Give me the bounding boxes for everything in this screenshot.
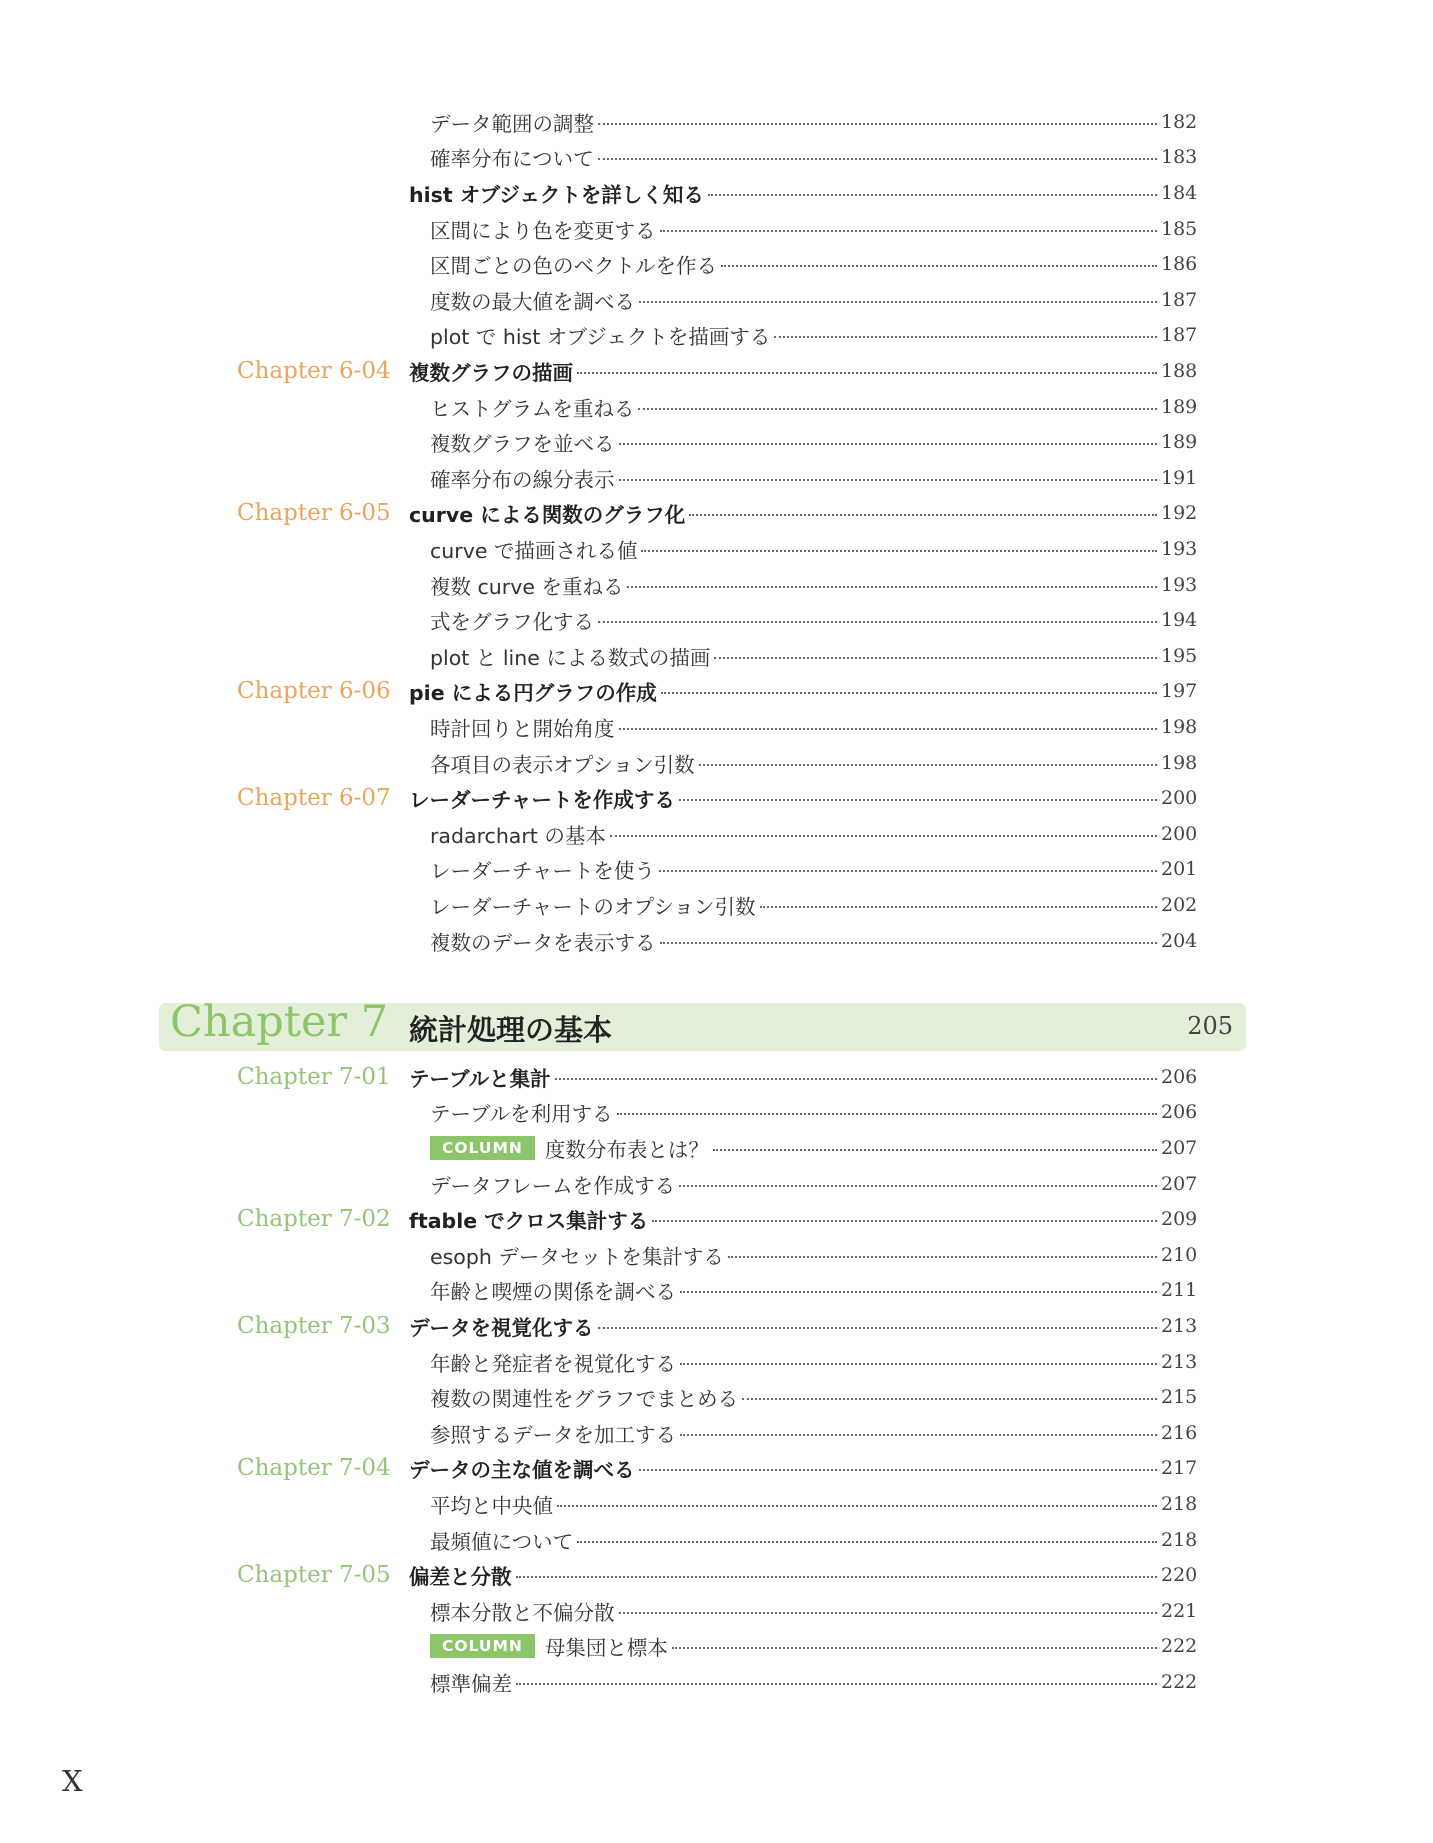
page-number: 184 — [1161, 181, 1198, 204]
page-number: 206 — [1161, 1065, 1198, 1088]
entry-title: hist オブジェクトを詳しく知る — [409, 182, 704, 207]
dot-leader — [641, 550, 1157, 552]
page-number: 213 — [1161, 1314, 1198, 1337]
entry-title: レーダーチャートを使う — [430, 859, 655, 884]
column-badge: COLUMN — [430, 1136, 535, 1160]
dot-leader — [610, 835, 1157, 837]
toc-subsection-row — [0, 709, 1433, 745]
toc-subsection-row — [0, 104, 1433, 140]
toc-entry — [409, 1560, 1197, 1590]
page-number: 193 — [1161, 573, 1198, 596]
page-number: 200 — [1161, 822, 1198, 845]
toc-subsection-row — [0, 246, 1433, 282]
toc-entry — [430, 1489, 1197, 1519]
toc-entry — [430, 1347, 1197, 1377]
page-number: 192 — [1161, 502, 1198, 525]
entry-title: plot と line による数式の描画 — [430, 645, 711, 670]
entry-title: plot で hist オブジェクトを描画する — [430, 325, 771, 350]
toc-subsection-row — [0, 1522, 1433, 1558]
page-number: 222 — [1161, 1635, 1198, 1658]
entry-title: テーブルを利用する — [430, 1102, 613, 1127]
toc-section-row — [0, 1451, 1433, 1487]
entry-title: 年齢と喫煙の関係を調べる — [430, 1280, 676, 1305]
entry-title: 式をグラフ化する — [430, 610, 594, 635]
entry-title: 標準偏差 — [430, 1671, 512, 1696]
toc-subsection-row — [0, 1273, 1433, 1309]
entry-title: 平均と中央値 — [430, 1493, 553, 1518]
chapter-number: Chapter 7-01 — [237, 1063, 391, 1090]
chapter-number: Chapter 6-06 — [237, 678, 391, 705]
dot-leader — [699, 764, 1157, 766]
dot-leader — [555, 1078, 1157, 1080]
page-number: 221 — [1161, 1599, 1198, 1622]
toc-entry — [430, 641, 1197, 671]
dot-leader — [708, 194, 1157, 196]
page-number: 193 — [1161, 537, 1198, 560]
dot-leader — [598, 621, 1157, 623]
toc-subsection-row — [0, 1166, 1433, 1202]
toc-entry — [430, 890, 1197, 920]
dot-leader — [577, 1541, 1157, 1543]
page-number: 204 — [1161, 929, 1198, 952]
column-badge: COLUMN — [430, 1634, 535, 1658]
toc-entry — [409, 1204, 1197, 1234]
dot-leader — [742, 1398, 1157, 1400]
page-number: 218 — [1161, 1492, 1198, 1515]
page-number: 209 — [1161, 1208, 1198, 1231]
dot-leader — [639, 301, 1157, 303]
dot-leader — [598, 123, 1157, 125]
toc-subsection-row — [0, 424, 1433, 460]
dot-leader — [577, 372, 1157, 374]
toc-entry — [430, 1631, 1197, 1661]
page-number: 213 — [1161, 1350, 1198, 1373]
dot-leader — [721, 265, 1157, 267]
dot-leader — [557, 1505, 1157, 1507]
toc-entry — [430, 1133, 1197, 1163]
chapter-number: Chapter 7-04 — [237, 1455, 391, 1482]
dot-leader — [516, 1683, 1157, 1685]
dot-leader — [689, 514, 1157, 516]
toc-subsection-row — [0, 852, 1433, 888]
entry-title: 複数グラフを並べる — [430, 432, 615, 457]
chapter-number: Chapter 7-03 — [237, 1312, 391, 1339]
toc-entry — [430, 1275, 1197, 1305]
toc-entry — [430, 1097, 1197, 1127]
toc-entry — [430, 249, 1197, 279]
toc-subsection-row — [0, 460, 1433, 496]
page-number: 211 — [1161, 1279, 1198, 1302]
chapter-7-label: Chapter 7 — [170, 997, 389, 1047]
entry-title: 年齢と発症者を視覚化する — [430, 1351, 676, 1376]
entry-title: radarchart の基本 — [430, 823, 606, 848]
chapter-number: Chapter 6-04 — [237, 357, 391, 384]
toc-entry — [409, 1062, 1197, 1092]
toc-entry — [430, 819, 1197, 849]
entry-title: データを視覚化する — [409, 1315, 594, 1340]
toc-subsection-row — [0, 389, 1433, 425]
dot-leader — [680, 1291, 1157, 1293]
toc-subsection-row — [0, 1629, 1433, 1665]
toc-subsection-row — [0, 211, 1433, 247]
toc-entry — [430, 926, 1197, 956]
dot-leader — [659, 870, 1157, 872]
toc-section-row — [0, 1059, 1433, 1095]
page-number: 217 — [1161, 1457, 1198, 1480]
page-number: 222 — [1161, 1670, 1198, 1693]
toc-subsection-row — [0, 1344, 1433, 1380]
toc-entry — [430, 285, 1197, 315]
page-number: 206 — [1161, 1101, 1198, 1124]
chapter-number: Chapter 7-02 — [237, 1206, 391, 1233]
toc-subsection-row — [0, 282, 1433, 318]
page-folio: X — [62, 1764, 83, 1798]
page-number: 210 — [1161, 1243, 1198, 1266]
dot-leader — [679, 1185, 1157, 1187]
entry-title: pie による円グラフの作成 — [409, 681, 657, 706]
page-number: 202 — [1161, 893, 1198, 916]
dot-leader — [774, 336, 1157, 338]
dot-leader — [639, 1469, 1158, 1471]
dot-leader — [679, 799, 1157, 801]
toc-subsection-row — [0, 745, 1433, 781]
page-number: 198 — [1161, 715, 1198, 738]
entry-title: 複数 curve を重ねる — [430, 574, 624, 599]
page-number: 218 — [1161, 1528, 1198, 1551]
toc-entry — [409, 356, 1197, 386]
toc-subsection-row — [0, 1486, 1433, 1522]
entry-title: 複数の関連性をグラフでまとめる — [430, 1387, 739, 1412]
dot-leader — [619, 479, 1158, 481]
entry-title: 確率分布について — [430, 147, 594, 172]
toc-section-row — [0, 496, 1433, 532]
dot-leader — [728, 1256, 1157, 1258]
toc-entry — [430, 392, 1197, 422]
toc-subsection-row — [0, 1593, 1433, 1629]
page-number: 200 — [1161, 787, 1198, 810]
toc-subsection-row — [0, 638, 1433, 674]
chapter-number: Chapter 7-05 — [237, 1562, 391, 1589]
dot-leader — [598, 1327, 1158, 1329]
page-number: 197 — [1161, 680, 1198, 703]
toc-entry — [409, 783, 1197, 813]
entry-title: ftable でクロス集計する — [409, 1209, 649, 1234]
entry-title: レーダーチャートを作成する — [409, 788, 675, 813]
toc-subsection-row — [0, 1130, 1433, 1166]
toc-section-row — [0, 1201, 1433, 1237]
dot-leader — [619, 728, 1158, 730]
page-number: 185 — [1161, 217, 1198, 240]
entry-title: 区間ごとの色のベクトルを作る — [430, 254, 717, 279]
chapter-7-title: 統計処理の基本 — [409, 1013, 613, 1047]
entry-title: 度数分布表とは？ — [544, 1137, 709, 1162]
toc-entry — [430, 1525, 1197, 1555]
toc-subsection-row — [0, 567, 1433, 603]
entry-title: 区間により色を変更する — [430, 218, 656, 243]
dot-leader — [661, 692, 1157, 694]
toc-entry — [430, 427, 1197, 457]
toc-section-row — [0, 780, 1433, 816]
toc-entry — [409, 676, 1197, 706]
toc-entry — [430, 1596, 1197, 1626]
toc-entry — [430, 1667, 1197, 1697]
entry-title: データフレームを作成する — [430, 1173, 676, 1198]
toc-entry — [430, 570, 1197, 600]
entry-title: curve で描画される値 — [430, 538, 638, 563]
dot-leader — [617, 1113, 1157, 1115]
toc-section-row — [0, 353, 1433, 389]
entry-title: 複数のデータを表示する — [430, 930, 656, 955]
toc-entry — [430, 534, 1197, 564]
toc-subsection-row — [0, 531, 1433, 567]
dot-leader — [516, 1576, 1158, 1578]
toc-entry — [409, 1311, 1197, 1341]
toc-subsection-row — [0, 1664, 1433, 1700]
toc-entry — [430, 214, 1197, 244]
entry-title: データの主な値を調べる — [409, 1458, 635, 1483]
toc-subsection-row — [0, 318, 1433, 354]
dot-leader — [627, 586, 1157, 588]
page-number: 220 — [1161, 1564, 1198, 1587]
toc-entry — [409, 1453, 1197, 1483]
toc-entry — [430, 1240, 1197, 1270]
entry-title: esoph データセットを集計する — [430, 1244, 724, 1269]
page-number: 189 — [1161, 395, 1198, 418]
page-number: 191 — [1161, 466, 1198, 489]
entry-title: レーダーチャートのオプション引数 — [430, 894, 756, 919]
toc-entry — [430, 142, 1197, 172]
toc-section-row — [0, 674, 1433, 710]
dot-leader — [714, 657, 1157, 659]
entry-title: ヒストグラムを重ねる — [430, 396, 635, 421]
page-number: 189 — [1161, 431, 1198, 454]
entry-title: 度数の最大値を調べる — [430, 289, 635, 314]
dot-leader — [619, 1612, 1158, 1614]
dot-leader — [652, 1220, 1157, 1222]
toc-subsection-row — [0, 140, 1433, 176]
toc-entry — [430, 712, 1197, 742]
entry-title: 標本分散と不偏分散 — [430, 1600, 615, 1625]
page-number: 186 — [1161, 253, 1198, 276]
dot-leader — [660, 942, 1158, 944]
entry-title: データ範囲の調整 — [430, 111, 594, 136]
toc-subsection-row — [0, 1415, 1433, 1451]
entry-title: 時計回りと開始角度 — [430, 716, 615, 741]
toc-subsection-row — [0, 816, 1433, 852]
toc-entry — [430, 1418, 1197, 1448]
toc-entry — [430, 107, 1197, 137]
entry-title: 最頻値について — [430, 1529, 574, 1554]
page-number: 207 — [1161, 1172, 1198, 1195]
dot-leader — [660, 230, 1158, 232]
dot-leader — [638, 408, 1157, 410]
toc-entry — [409, 498, 1197, 528]
dot-leader — [619, 443, 1158, 445]
page-number: 198 — [1161, 751, 1198, 774]
dot-leader — [760, 906, 1157, 908]
toc-entry — [409, 178, 1197, 208]
page-number: 183 — [1161, 146, 1198, 169]
page-number: 182 — [1161, 110, 1198, 133]
toc-entry — [430, 1169, 1197, 1199]
toc-entry — [430, 463, 1197, 493]
entry-title: 各項目の表示オプション引数 — [430, 752, 695, 777]
toc-entry — [430, 1382, 1197, 1412]
dot-leader — [598, 158, 1157, 160]
dot-leader — [713, 1149, 1157, 1151]
toc-subsection-row — [0, 887, 1433, 923]
toc-subsection-row — [0, 923, 1433, 959]
page-number: 207 — [1161, 1136, 1198, 1159]
page-number: 187 — [1161, 324, 1198, 347]
toc-section-row — [0, 1308, 1433, 1344]
dot-leader — [680, 1363, 1157, 1365]
toc-subsection-row — [0, 1237, 1433, 1273]
entry-title: テーブルと集計 — [409, 1066, 551, 1091]
page-number: 188 — [1161, 359, 1198, 382]
dot-leader — [680, 1434, 1157, 1436]
page-number: 215 — [1161, 1386, 1198, 1409]
toc-entry — [430, 320, 1197, 350]
toc-section-row — [0, 1557, 1433, 1593]
entry-title: 確率分布の線分表示 — [430, 467, 615, 492]
toc-subsection-row — [0, 1095, 1433, 1131]
page-number: 187 — [1161, 288, 1198, 311]
entry-title: 母集団と標本 — [544, 1636, 668, 1661]
toc-subsection-row — [0, 602, 1433, 638]
page-number: 216 — [1161, 1421, 1198, 1444]
page-number: 201 — [1161, 858, 1198, 881]
entry-title: 複数グラフの描画 — [409, 360, 573, 385]
chapter-7-page-number: 205 — [1187, 1012, 1233, 1040]
toc-section-row — [0, 175, 1433, 211]
toc-entry — [430, 605, 1197, 635]
page-number: 195 — [1161, 644, 1198, 667]
dot-leader — [672, 1647, 1157, 1649]
chapter-number: Chapter 6-07 — [237, 785, 391, 812]
page-number: 194 — [1161, 609, 1198, 632]
toc-subsection-row — [0, 1379, 1433, 1415]
entry-title: 偏差と分散 — [409, 1565, 512, 1590]
toc-entry — [430, 748, 1197, 778]
chapter-number: Chapter 6-05 — [237, 500, 391, 527]
toc-entry — [430, 854, 1197, 884]
entry-title: 参照するデータを加工する — [430, 1422, 676, 1447]
entry-title: curve による関数のグラフ化 — [409, 503, 686, 528]
